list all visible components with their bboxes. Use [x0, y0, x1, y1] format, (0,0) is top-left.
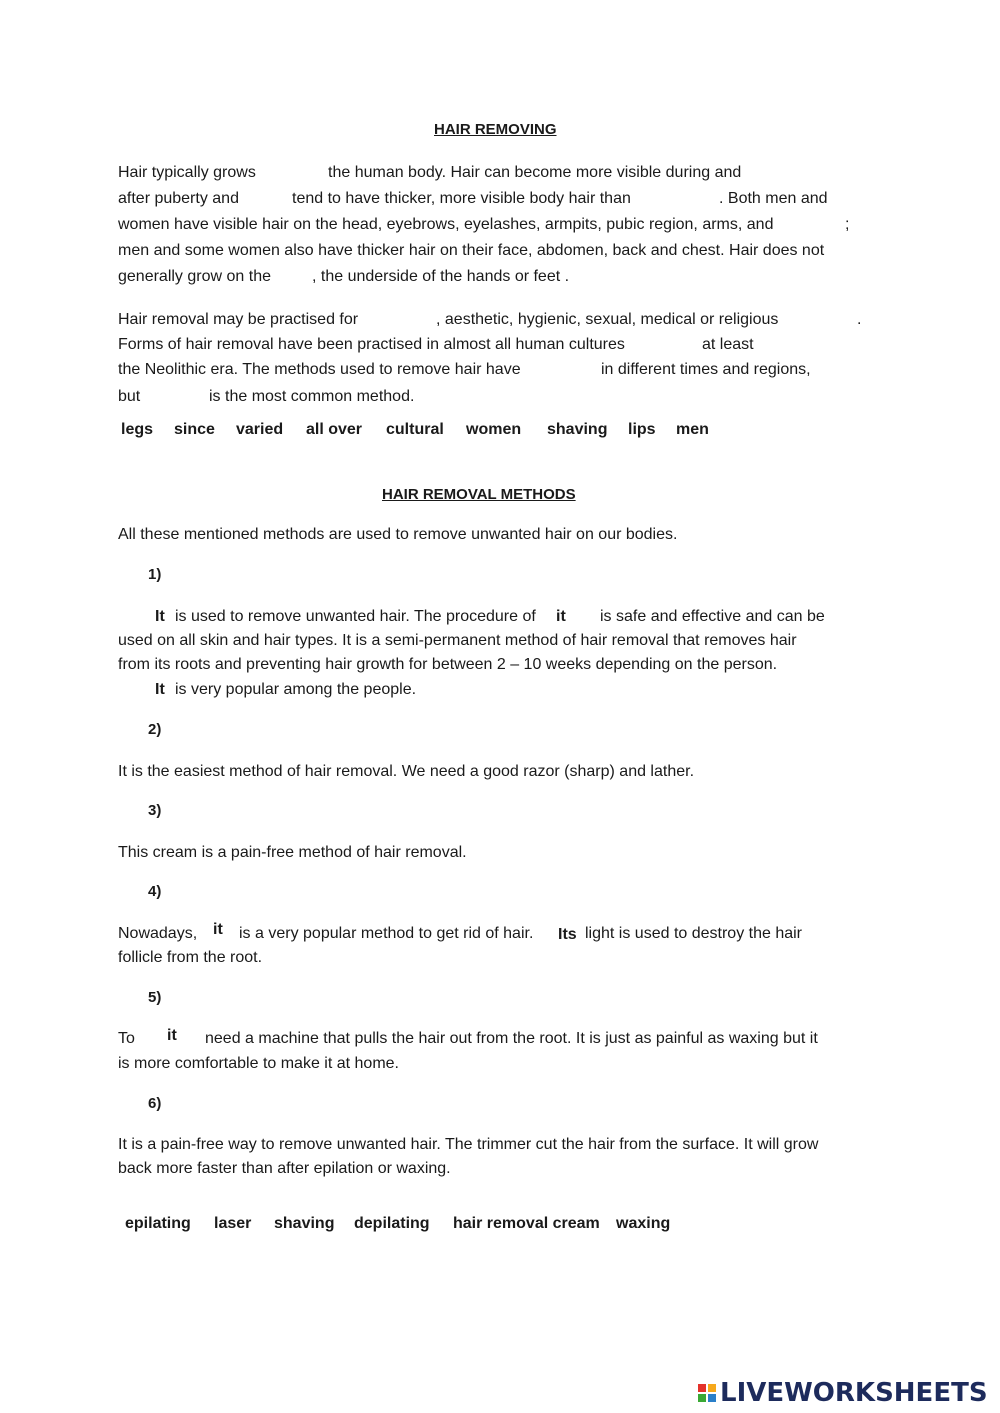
brand-name: LIVEWORKSHEETS — [720, 1378, 988, 1408]
p1-line3-a: women have visible hair on the head, eyebrows, eyelashes, armpits, pubic region, arms, and — [118, 216, 774, 233]
item6-number: 6) — [148, 1095, 162, 1112]
item3-line1: This cream is a pain-free method of hair removal. — [118, 844, 467, 861]
brand-mark-square — [708, 1394, 716, 1402]
item4-its: Its — [558, 926, 577, 943]
item4-it: it — [213, 921, 223, 938]
word-bank2-word: depilating — [354, 1215, 430, 1232]
section2-title: HAIR REMOVAL METHODS — [382, 486, 576, 503]
word-bank2-word: shaving — [274, 1215, 335, 1232]
item1-line3: from its roots and preventing hair growth for between 2 – 10 weeks depending on the person. — [118, 656, 778, 673]
item6-line2: back more faster than after epilation or waxing. — [118, 1160, 451, 1177]
item3-number: 3) — [148, 802, 162, 819]
p1-line5-b: , the underside of the hands or feet . — [312, 268, 570, 285]
item6-line1: It is a pain-free way to remove unwanted hair. The trimmer cut the hair from the surface. It will grow — [118, 1136, 819, 1153]
liveworksheets-logo — [698, 1378, 988, 1408]
p2-line1-c: . — [857, 311, 862, 328]
brand-mark-icon — [698, 1384, 716, 1402]
section2-intro: All these mentioned methods are used to remove unwanted hair on our bodies. — [118, 526, 678, 543]
word-bank1-word: legs — [121, 421, 154, 438]
word-bank1-word: men — [676, 421, 709, 438]
word-bank1-word: lips — [628, 421, 656, 438]
p1-line2-c: . Both men and — [719, 190, 828, 207]
item2-line1: It is the easiest method of hair removal. We need a good razor (sharp) and lather. — [118, 763, 695, 780]
item1-number: 1) — [148, 566, 162, 583]
p1-line4: men and some women also have thicker hair on their face, abdomen, back and chest. Hair does not — [118, 242, 825, 259]
section1-title: HAIR REMOVING — [434, 121, 557, 138]
p1-line1-a: Hair typically grows — [118, 164, 256, 181]
word-bank2-word: hair removal cream — [453, 1215, 600, 1232]
item4-line1-a: Nowadays, — [118, 925, 198, 942]
p1-line1-b: the human body. Hair can become more visible during and — [328, 164, 742, 181]
p2-line2-b: at least — [702, 336, 754, 353]
word-bank2-word: waxing — [616, 1215, 671, 1232]
p2-line4-a: but — [118, 388, 141, 405]
p1-line2-a: after puberty and — [118, 190, 239, 207]
brand-mark-square — [698, 1384, 706, 1392]
p2-line2-a: Forms of hair removal have been practised in almost all human cultures — [118, 336, 625, 353]
item1-line1-a: is used to remove unwanted hair. The procedure of — [175, 608, 536, 625]
p2-line1-b: , aesthetic, hygienic, sexual, medical or religious — [436, 311, 779, 328]
brand-mark-square — [698, 1394, 706, 1402]
item1-it: it — [556, 608, 566, 625]
item5-line1-b: need a machine that pulls the hair out from the root. It is just as painful as waxing but it — [205, 1030, 818, 1047]
p1-line2-b: tend to have thicker, more visible body hair than — [292, 190, 631, 207]
p2-line3-b: in different times and regions, — [601, 361, 811, 378]
item1-line1-b: is safe and effective and can be — [600, 608, 825, 625]
brand-mark-square — [708, 1384, 716, 1392]
word-bank1-word: all over — [306, 421, 363, 438]
item4-line2: follicle from the root. — [118, 949, 263, 966]
item4-line1-c: light is used to destroy the hair — [585, 925, 803, 942]
item5-it: it — [167, 1027, 177, 1044]
item2-number: 2) — [148, 721, 162, 738]
word-bank1-word: varied — [236, 421, 284, 438]
p2-line4-b: is the most common method. — [209, 388, 415, 405]
word-bank2-word: epilating — [125, 1215, 191, 1232]
item1-line2: used on all skin and hair types. It is a semi-permanent method of hair removal that removes hair — [118, 632, 797, 649]
item5-number: 5) — [148, 989, 162, 1006]
item4-line1-b: is a very popular method to get rid of hair. — [239, 925, 534, 942]
item1-it: It — [155, 681, 165, 698]
p1-line3-b: ; — [845, 216, 850, 233]
item1-line4: is very popular among the people. — [175, 681, 417, 698]
p2-line1-a: Hair removal may be practised for — [118, 311, 359, 328]
p1-line5-a: generally grow on the — [118, 268, 271, 285]
p2-line3-a: the Neolithic era. The methods used to remove hair have — [118, 361, 521, 378]
word-bank1-word: shaving — [547, 421, 608, 438]
word-bank1-word: women — [466, 421, 522, 438]
item5-line1-a: To — [118, 1030, 135, 1047]
item1-it: It — [155, 608, 165, 625]
word-bank1-word: since — [174, 421, 215, 438]
word-bank2-word: laser — [214, 1215, 252, 1232]
item5-line2: is more comfortable to make it at home. — [118, 1055, 399, 1072]
word-bank1-word: cultural — [386, 421, 444, 438]
item4-number: 4) — [148, 883, 162, 900]
